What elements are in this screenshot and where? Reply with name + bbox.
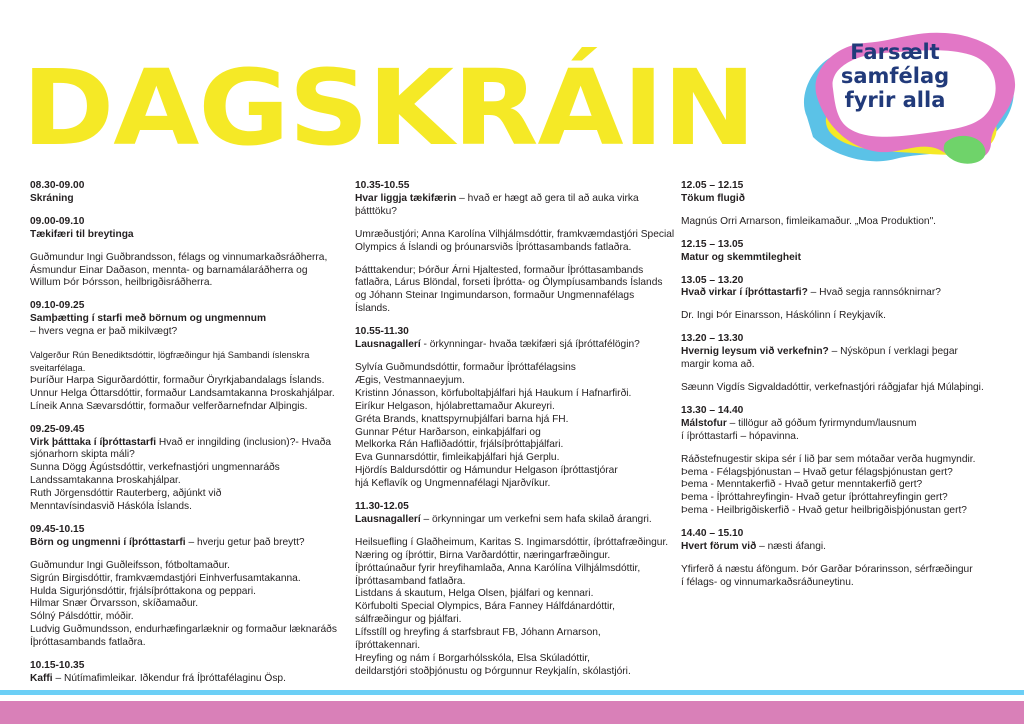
session-speakers: Sæunn Vigdís Sigvaldadóttir, verkefnastjóri ráðgjafar hjá Múlaþingi. [681,381,984,393]
session [355,180,675,316]
session [681,239,1001,265]
session-description: Hvað er inngilding (inclusion)?- Hvaða sjónarhorn skipta máli? [30,436,332,461]
logo-line-1: Farsælt [850,40,940,64]
session-title: Hvar liggja tækifærin [355,192,457,204]
logo-text [800,40,990,112]
session-speakers: Guðmundur Ingi Guðbrandsson, félags og vinnumarkaðsráðherra, Ásmundur Einar Daðason, mennta- og barnamálaráðherra og Willum Þór Þórsson, heilbrigðisráðherra. [30,251,328,289]
session [30,424,350,514]
session-title: Virk þátttaka í íþróttastarfi [30,436,157,448]
session-title: Hvert förum við [681,541,757,553]
session [355,501,675,679]
session-time: 09.10-09.25 [30,300,85,312]
session-description: – hverju getur það breytt? [185,536,305,548]
session-speakers: Heilsuefling í Glaðheimum, Karitas S. Ingimarsdóttir, íþróttafræðingur. Næring og íþróttir, Birna Varðardóttir, næringarfræðingur. Íþróttaúnaður fyrir hreyfihamlaða, Anna Karólína Vilhjálmsdóttir, Íþróttasamband fatlaðra. Listdans á skautum, Helga Olsen, þjálfari og kennari. Körfubolti Special Olympics, Bára Fanney Hálfdánardóttir, sálfræðingur og þjálfari. Lífsstíll og hreyfing á starfsbraut FB, Jóhann Arnarson, íþróttakennari. Hreyfing og nám í Borgarhólsskóla, Elsa Skúladóttir, deildarstjóri stoðþjónustu og Þórgunnur Reykjalín, skólastjóri. [355,536,669,677]
session-speakers: Sunna Dögg Ágústsdóttir, verkefnastjóri ungmennaráðs Landssamtakanna Þroskahjálpar. Ruth Jörgensdóttir Rauterberg, aðjúnkt við Menntavísindasvið Háskóla Íslands. [30,462,280,513]
session-time: 08.30-09.00 [30,180,85,191]
session [355,326,675,491]
session-time: 14.40 – 15.10 [681,528,744,540]
session [30,524,350,650]
session-time: 10.15-10.35 [30,660,85,672]
schedule-column-1 [30,180,350,696]
session-time: 10.55-11.30 [355,326,409,338]
session-title: Lausnagallerí [355,513,421,525]
session-participants: Þátttakendur; Þórður Árni Hjaltested, formaður Íþróttasambands fatlaðra, Lárus Blöndal, forseti Íþrótta- og Ólympíusambands Íslands og Jóhann Steinar Ingimundarson, formaður Ungmennafélags Íslands. [355,264,663,315]
session [681,405,1001,518]
session-description: – hvað er hægt að gera til að auka virka þátttöku? [355,192,639,217]
session [681,275,1001,324]
session-time: 11.30-12.05 [355,501,409,513]
session-speakers: Dr. Ingi Þór Einarsson, Háskólinn í Reykjavík. [681,310,886,322]
session-time: 10.35-10.55 [355,180,410,191]
schedule-column-3 [681,180,1001,600]
session-description: – tillögur að góðum fyrirmyndum/lausnum í íþróttastarfi – hópavinna. [681,417,917,442]
session-title: Tökum flugið [681,192,745,204]
session-speakers: Yfirferð á næstu áföngum. Þór Garðar Þórarinsson, sérfræðingur í félags- og vinnumarkaðsráðuneytinu. [681,563,973,588]
stripe-pink [0,701,1024,724]
session-time: 12.05 – 12.15 [681,180,744,191]
session-title: Kaffi [30,673,53,684]
session-details: Ráðstefnugestir skipa sér í lið þar sem mótaðar verða hugmyndir. Þema - Félagsþjónustan – Hvað getur félagsþjónustan gert? Þema - Menntakerfið - Hvað getur menntakerfið gert? Þema - Íþróttahreyfingin- Hvað getur íþróttahreyfingin gert? Þema - Heilbrigðiskerfið - Hvað getur heilbrigðisþjónustan gert? [681,453,976,517]
session [681,528,1001,590]
session-title: Lausnagallerí [355,339,421,351]
session [681,180,1001,229]
session-title: Samþætting í starfi með börnum og ungmennum [30,313,267,325]
session-description: – næsti áfangi. [756,541,826,553]
session-speakers: Sylvía Guðmundsdóttir, formaður Íþróttafélagsins Ægis, Vestmannaeyjum. Kristinn Jónasson, körfuboltaþjálfari hjá Haukum í Hafnarfirði. Eiríkur Helgason, hjólabrettamaður Akureyri. Gréta Brands, knattspyrnuþjálfari barna hjá FH. Gunnar Pétur Harðarson, einkaþjálfari og Melkorka Rán Hafliðadóttir, frjálsíþróttaþjálfari. Eva Gunnarsdóttir, fimleikaþjálfari hjá Gerplu. Hjördís Baldursdóttir og Hámundur Helgason íþróttastjórar hjá Keflavík og Ungmennafélagi Njarðvíkur. [355,361,632,490]
session [681,333,1001,395]
session-description: – örkynningar um verkefni sem hafa skilað árangri. [420,513,652,525]
session-title: Hvernig leysum við verkefnin? [681,346,829,358]
session-speakers: Þuríður Harpa Sigurðardóttir, formaður Öryrkjabandalags Íslands. Unnur Helga Óttarsdóttir, formaður Landsamtakanna Þroskahjálpar. Líneik Anna Sævarsdóttir, formaður velferðarnefndar Alþingis. [30,374,335,412]
session-description: – hvers vegna er það mikilvægt? [30,326,178,338]
session [30,300,350,413]
session-time: 09.25-09.45 [30,423,85,435]
page-title: DAGSKRÁIN [22,47,755,169]
session [30,216,350,291]
session-time: 13.30 – 14.40 [681,404,744,416]
session-description: – Nútímafimleikar. Iðkendur frá Íþróttafélaginu Ösp. [52,673,286,684]
session-moderator: Umræðustjóri; Anna Karolína Vilhjálmsdóttir, framkvæmdastjóri Special Olympics á Íslandi og þróunarsviðs Íþróttasambands fatlaðra. [355,228,675,253]
session [30,180,350,206]
session-speakers: Valgerður Rún Benediktsdóttir, lögfræðingur hjá Sambandi íslenskra sveitarfélaga. [30,350,310,373]
session-time: 12.15 – 13.05 [681,238,744,250]
session-time: 13.05 – 13.20 [681,274,744,286]
session-speakers: Guðmundur Ingi Guðleifsson, fótboltamaður. Sigrún Birgisdóttir, framkvæmdastjóri Einhverfusamtakanna. Hulda Sigurjónsdóttir, frjálsíþróttakona og peppari. Hilmar Snær Örvarsson, skíðamaður. Sólný Pálsdóttir, móðir. Ludvig Guðmundsson, endurhæfingarlæknir og formaður læknaráðs Íþróttasambands fatlaðra. [30,559,337,649]
session-title: Hvað virkar í íþróttastarfi? [681,287,808,299]
session-title: Málstofur [681,417,727,429]
logo-line-3: fyrir alla [844,88,946,112]
session-title: Matur og skemmtilegheit [681,251,802,263]
session-title: Skráning [30,192,74,204]
session-time: 09.00-09.10 [30,215,85,227]
session-time: 09.45-10.15 [30,523,85,535]
session-title: Börn og ungmenni í íþróttastarfi [30,536,186,548]
session-time: 13.20 – 13.30 [681,333,744,345]
session [30,660,350,686]
footer-stripes [0,690,1024,724]
session-description: - örkynningar- hvaða tækifæri sjá íþróttafélögin? [420,339,640,351]
session-description: – Nýsköpun í verklagi þegar margir koma að. [681,346,958,371]
logo-line-2: samfélag [840,64,950,88]
session-speakers: Magnús Orri Arnarson, fimleikamaður. „Moa Produktion". [681,215,937,227]
schedule-column-2 [355,180,675,689]
session-title: Tækifæri til breytinga [30,228,134,240]
session-description: – Hvað segja rannsóknirnar? [807,287,941,299]
